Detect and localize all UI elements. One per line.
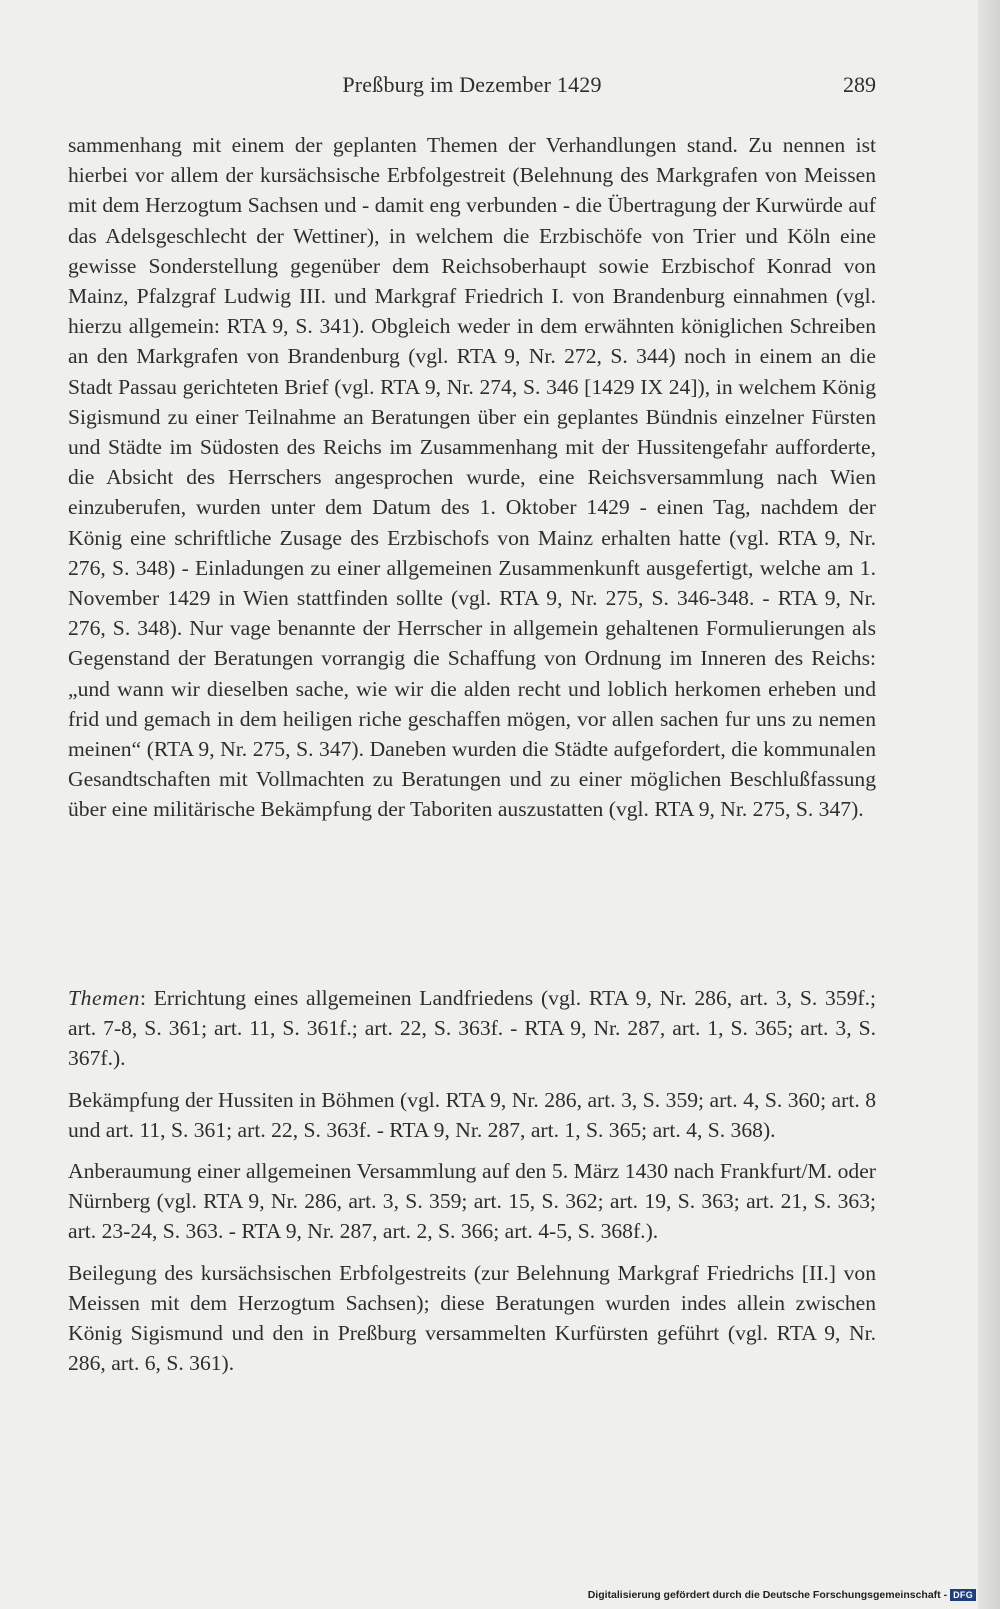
page-header xyxy=(68,72,876,108)
topic-item: Bekämpfung der Hussiten in Böhmen (vgl. RTA 9, Nr. 286, art. 3, S. 359; art. 4, S. 360; art. 8 und art. 11, S. 361; art. 22, S. 363f. - RTA 9, Nr. 287, art. 1, S. 365; art. 4, S. 368). xyxy=(68,1087,876,1142)
page-number: 289 xyxy=(843,72,876,97)
main-paragraph: sammenhang mit einem der geplanten Themen der Verhandlungen stand. Zu nennen ist hierbei vor allem der kursächsische Erbfolgestreit (Belehnung des Markgrafen von Meissen mit dem Herzogtum Sachsen und - damit eng verbunden - die Übertragung der Kurwürde auf das Adelsgeschlecht der Wettiner), in welchem die Erzbischöfe von Trier und Köln eine gewisse Sonderstellung gegenüber dem Reichsoberhaupt sowie Erzbischof Konrad von Mainz, Pfalzgraf Ludwig III. und Markgraf Friedrich I. von Brandenburg einnahmen (vgl. hierzu allgemein: RTA 9, S. 341). Obgleich weder in dem erwähnten königlichen Schreiben an den Markgrafen von Brandenburg (vgl. RTA 9, Nr. 272, S. 344) noch in einem an die Stadt Passau gerichteten Brief (vgl. RTA 9, Nr. 274, S. 346 [1429 IX 24]), in welchem König Sigismund zu einer Teilnahme an Beratungen über ein geplantes Bündnis einzelner Fürsten und Städte im Südosten des Reichs im Zusammenhang mit der Hussitengefahr aufforderte, die Absicht des Herrschers angesprochen wurde, eine Reichsversammlung nach Wien einzuberufen, wurden unter dem Datum des 1. Oktober 1429 - einen Tag, nachdem der König eine schriftliche Zusage des Erzbischofs von Mainz erhalten hatte (vgl. RTA 9, Nr. 276, S. 348) - Einladungen zu einer allgemeinen Zusammenkunft ausgefertigt, welche am 1. November 1429 in Wien stattfinden sollte (vgl. RTA 9, Nr. 275, S. 346-348. - RTA 9, Nr. 276, S. 348). Nur vage benannte der Herrscher in allgemein gehaltenen Formulierungen als Gegenstand der Beratungen vorrangig die Schaffung von Ordnung im Inneren des Reichs: „und wann wir dieselben sache, wie wir die alden recht und loblich herkomen erheben und frid und gemach in dem heiligen riche geschaffen mögen, vor allen sachen fur uns zu nemen meinen“ (RTA 9, Nr. 275, S. 347). Daneben wurden die Städte aufgefordert, die kommunalen Gesandtschaften mit Vollmachten zu Beratungen und zu einer möglichen Beschlußfassung über eine militärische Bekämpfung der Taboriten auszustatten (vgl. RTA 9, Nr. 275, S. 347). xyxy=(68,133,876,822)
footer-credit-text: Digitalisierung gefördert durch die Deutsche Forschungsgemeinschaft - xyxy=(587,1589,948,1601)
topic-item xyxy=(68,983,876,1074)
page-edge-shadow xyxy=(978,0,1000,1609)
topic-text: : Errichtung eines allgemeinen Landfriedens (vgl. RTA 9, Nr. 286, art. 3, S. 359f.; art. 7-8, S. 361; art. 11, S. 361f.; art. 22, S. 363f. - RTA 9, Nr. 287, art. 1, S. 365; art. 3, S. 367f.). xyxy=(68,986,876,1071)
running-title: Preßburg im Dezember 1429 xyxy=(342,72,602,97)
topics-section xyxy=(68,983,876,1389)
main-paragraph-block xyxy=(68,130,876,825)
topic-item: Beilegung des kursächsischen Erbfolgestreits (zur Belehnung Markgraf Friedrichs [II.] von Meissen mit dem Herzogtum Sachsen); diese Beratungen wurden indes allein zwischen König Sigismund und den in Preßburg versammelten Kurfürsten geführt (vgl. RTA 9, Nr. 286, art. 6, S. 361). xyxy=(68,1260,876,1376)
topic-item: Anberaumung einer allgemeinen Versammlung auf den 5. März 1430 nach Frankfurt/M. oder Nürnberg (vgl. RTA 9, Nr. 286, art. 3, S. 359; art. 15, S. 362; art. 19, S. 363; art. 21, S. 363; art. 23-24, S. 363. - RTA 9, Nr. 287, art. 2, S. 366; art. 4-5, S. 368f.). xyxy=(68,1159,876,1244)
footer-credit xyxy=(588,1589,976,1601)
topics-label: Themen xyxy=(68,986,140,1010)
dfg-logo-icon: DFG xyxy=(950,1589,976,1601)
